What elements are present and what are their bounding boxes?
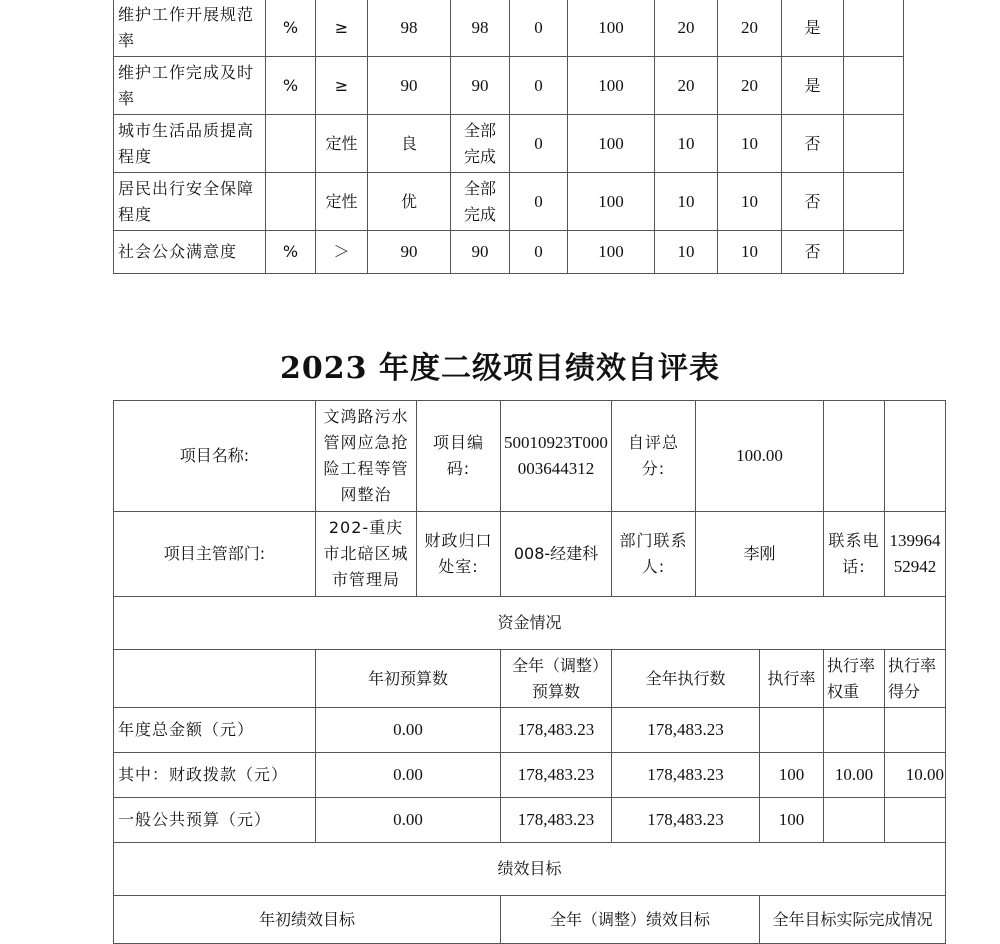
funds-executed: 178,483.23 bbox=[612, 798, 760, 843]
funds-header-rate: 执行率 bbox=[760, 650, 824, 708]
note bbox=[844, 115, 904, 173]
score: 20 bbox=[718, 0, 782, 57]
indicator-name: 城市生活品质提高程度 bbox=[114, 115, 266, 173]
phone-value: 13996452942 bbox=[885, 512, 946, 597]
goals-header-initial: 年初绩效目标 bbox=[114, 896, 501, 944]
goals-section-title: 绩效目标 bbox=[114, 843, 946, 896]
flag: 是 bbox=[782, 0, 844, 57]
empty-cell bbox=[824, 401, 885, 512]
note bbox=[844, 57, 904, 115]
empty-cell bbox=[114, 650, 316, 708]
actual-value: 98 bbox=[451, 0, 510, 57]
goals-header-row bbox=[114, 896, 946, 944]
note bbox=[844, 231, 904, 274]
deviation: 0 bbox=[510, 231, 568, 274]
funds-header-row bbox=[114, 650, 946, 708]
unit bbox=[266, 173, 316, 231]
note bbox=[844, 0, 904, 57]
score: 10 bbox=[718, 115, 782, 173]
target-value: 90 bbox=[368, 231, 451, 274]
funds-weight: 10.00 bbox=[824, 753, 885, 798]
indicator-name: 居民出行安全保障程度 bbox=[114, 173, 266, 231]
flag: 是 bbox=[782, 57, 844, 115]
self-score-value: 100.00 bbox=[696, 401, 824, 512]
target-value: 98 bbox=[368, 0, 451, 57]
deviation: 0 bbox=[510, 0, 568, 57]
indicator-name: 维护工作开展规范率 bbox=[114, 0, 266, 57]
flag: 否 bbox=[782, 231, 844, 274]
department-value: 202-重庆市北碚区城市管理局 bbox=[316, 512, 417, 597]
funds-rate: 100 bbox=[760, 753, 824, 798]
funds-row bbox=[114, 708, 946, 753]
finance-office-value: 008-经建科 bbox=[501, 512, 612, 597]
indicator-name: 维护工作完成及时率 bbox=[114, 57, 266, 115]
indicator-row bbox=[114, 173, 904, 231]
indicator-row bbox=[114, 0, 904, 57]
deviation: 0 bbox=[510, 57, 568, 115]
funds-adjusted: 178,483.23 bbox=[501, 708, 612, 753]
unit bbox=[266, 115, 316, 173]
operator: 定性 bbox=[316, 173, 368, 231]
unit: % bbox=[266, 57, 316, 115]
funds-header-initial: 年初预算数 bbox=[316, 650, 501, 708]
funds-row bbox=[114, 798, 946, 843]
unit: % bbox=[266, 0, 316, 57]
funds-row-label: 其中：财政拨款（元） bbox=[114, 753, 316, 798]
completion-rate: 100 bbox=[568, 115, 655, 173]
project-name-row bbox=[114, 401, 946, 512]
unit: % bbox=[266, 231, 316, 274]
operator: ≥ bbox=[316, 57, 368, 115]
funds-rate: 100 bbox=[760, 798, 824, 843]
operator: ≥ bbox=[316, 0, 368, 57]
contact-value: 李刚 bbox=[696, 512, 824, 597]
indicator-row bbox=[114, 231, 904, 274]
indicator-name: 社会公众满意度 bbox=[114, 231, 266, 274]
operator: 定性 bbox=[316, 115, 368, 173]
self-evaluation-table bbox=[113, 400, 946, 944]
indicator-row bbox=[114, 57, 904, 115]
completion-rate: 100 bbox=[568, 231, 655, 274]
actual-value: 全部完成 bbox=[451, 173, 510, 231]
score: 10 bbox=[718, 173, 782, 231]
funds-section-title: 资金情况 bbox=[114, 597, 946, 650]
weight: 20 bbox=[655, 0, 718, 57]
goals-header-adjusted: 全年（调整）绩效目标 bbox=[501, 896, 760, 944]
funds-executed: 178,483.23 bbox=[612, 753, 760, 798]
indicator-row bbox=[114, 115, 904, 173]
target-value: 优 bbox=[368, 173, 451, 231]
funds-initial: 0.00 bbox=[316, 708, 501, 753]
funds-rate bbox=[760, 708, 824, 753]
actual-value: 90 bbox=[451, 57, 510, 115]
target-value: 90 bbox=[368, 57, 451, 115]
indicator-table bbox=[113, 0, 904, 274]
funds-row bbox=[114, 753, 946, 798]
self-score-label: 自评总分: bbox=[612, 401, 696, 512]
finance-office-label: 财政归口处室: bbox=[417, 512, 501, 597]
funds-weight bbox=[824, 798, 885, 843]
operator: ＞ bbox=[316, 231, 368, 274]
score: 20 bbox=[718, 57, 782, 115]
funds-initial: 0.00 bbox=[316, 798, 501, 843]
funds-executed: 178,483.23 bbox=[612, 708, 760, 753]
note bbox=[844, 173, 904, 231]
contact-label: 部门联系人: bbox=[612, 512, 696, 597]
phone-label: 联系电话: bbox=[824, 512, 885, 597]
page-title: 2023 年度二级项目绩效自评表 bbox=[280, 351, 720, 386]
deviation: 0 bbox=[510, 115, 568, 173]
completion-rate: 100 bbox=[568, 173, 655, 231]
project-code-label: 项目编码: bbox=[417, 401, 501, 512]
score: 10 bbox=[718, 231, 782, 274]
project-code-value: 50010923T000003644312 bbox=[501, 401, 612, 512]
department-row bbox=[114, 512, 946, 597]
funds-adjusted: 178,483.23 bbox=[501, 798, 612, 843]
funds-section-row bbox=[114, 597, 946, 650]
department-label: 项目主管部门: bbox=[114, 512, 316, 597]
empty-cell bbox=[885, 401, 946, 512]
funds-row-label: 年度总金额（元） bbox=[114, 708, 316, 753]
weight: 20 bbox=[655, 57, 718, 115]
completion-rate: 100 bbox=[568, 57, 655, 115]
funds-adjusted: 178,483.23 bbox=[501, 753, 612, 798]
funds-score bbox=[885, 708, 946, 753]
funds-header-adjusted: 全年（调整）预算数 bbox=[501, 650, 612, 708]
goals-section-row bbox=[114, 843, 946, 896]
funds-initial: 0.00 bbox=[316, 753, 501, 798]
funds-header-score: 执行率得分 bbox=[885, 650, 946, 708]
funds-header-executed: 全年执行数 bbox=[612, 650, 760, 708]
funds-score: 10.00 bbox=[885, 753, 946, 798]
weight: 10 bbox=[655, 115, 718, 173]
project-name-value: 文鸿路污水管网应急抢险工程等管网整治 bbox=[316, 401, 417, 512]
goals-header-actual: 全年目标实际完成情况 bbox=[760, 896, 946, 944]
funds-weight bbox=[824, 708, 885, 753]
weight: 10 bbox=[655, 231, 718, 274]
deviation: 0 bbox=[510, 173, 568, 231]
weight: 10 bbox=[655, 173, 718, 231]
funds-header-weight: 执行率权重 bbox=[824, 650, 885, 708]
completion-rate: 100 bbox=[568, 0, 655, 57]
flag: 否 bbox=[782, 115, 844, 173]
target-value: 良 bbox=[368, 115, 451, 173]
funds-row-label: 一般公共预算（元） bbox=[114, 798, 316, 843]
funds-score bbox=[885, 798, 946, 843]
actual-value: 全部完成 bbox=[451, 115, 510, 173]
project-name-label: 项目名称: bbox=[114, 401, 316, 512]
actual-value: 90 bbox=[451, 231, 510, 274]
flag: 否 bbox=[782, 173, 844, 231]
